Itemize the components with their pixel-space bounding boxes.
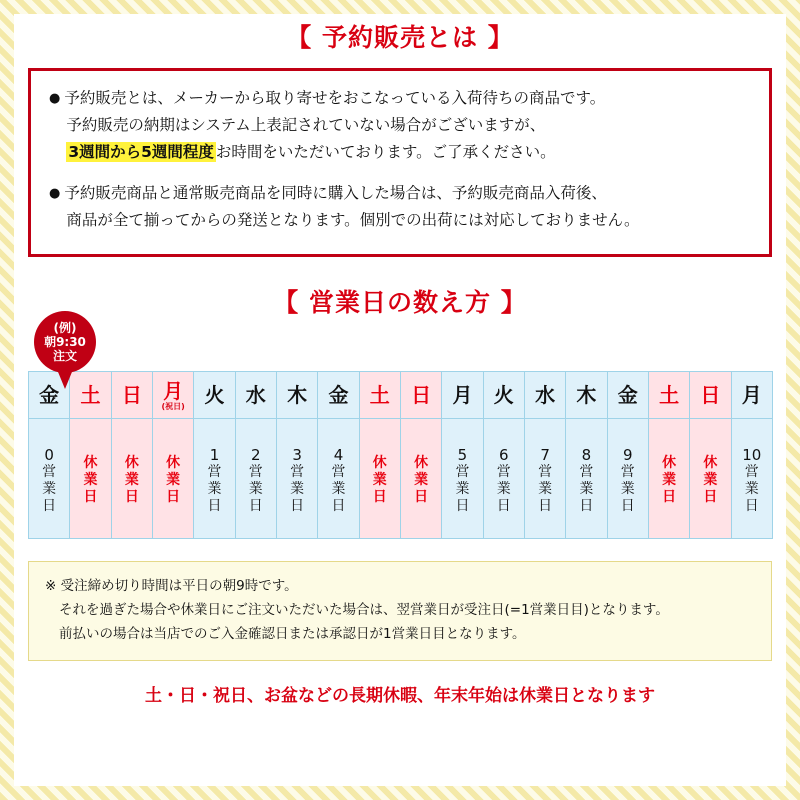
note-line: それを過ぎた場合や休業日にご注文いただいた場合は、翌営業日が受注日(=1営業日目)となります。 <box>59 602 669 618</box>
calendar-day-holiday-label: (祝日) <box>161 401 185 411</box>
calendar-day-header <box>112 371 152 419</box>
calendar-day-header <box>484 371 524 419</box>
calendar-day-count <box>29 419 69 539</box>
calendar-day-unit-char: 営 <box>579 463 594 480</box>
calendar-day-column <box>112 371 153 539</box>
calendar-day-unit-char: 日 <box>538 497 553 514</box>
calendar-day-count <box>153 419 193 539</box>
calendar-day-name: 月 <box>741 383 762 407</box>
calendar-day-count <box>608 419 648 539</box>
calendar-day-unit-char: 営 <box>455 463 470 480</box>
calendar-day-count <box>732 419 772 539</box>
calendar-day-unit-char: 業 <box>83 472 98 488</box>
calendar-day-unit-char: 営 <box>290 463 305 480</box>
calendar-day-column <box>318 371 359 539</box>
calendar-day-unit-char: 日 <box>331 497 346 514</box>
calendar-day-column <box>153 371 194 539</box>
reservation-bullet-2 <box>49 180 751 234</box>
calendar-day-count <box>649 419 689 539</box>
calendar-day-name: 金 <box>617 383 638 407</box>
closed-days-footer: 土・日・祝日、お盆などの長期休暇、年末年始は休業日となります <box>145 686 655 706</box>
calendar-day-header <box>566 371 606 419</box>
calendar-day-unit-char: 営 <box>620 463 635 480</box>
order-deadline-notes <box>28 561 772 661</box>
calendar-day-unit-char: 休 <box>124 455 139 471</box>
calendar-day-count <box>194 419 234 539</box>
calendar-day-name: 土 <box>80 383 101 407</box>
calendar-day-column <box>194 371 235 539</box>
calendar-day-unit-char: 日 <box>124 489 139 505</box>
calendar-day-count-number: 1 <box>209 445 220 464</box>
calendar-day-header <box>318 371 358 419</box>
calendar-day-unit-char: 営 <box>331 463 346 480</box>
calendar-day-unit-char: 業 <box>744 480 759 497</box>
calendar-day-unit-char: 業 <box>579 480 594 497</box>
calendar-day-count-number: 5 <box>457 445 468 464</box>
calendar-day-name: 火 <box>493 383 514 407</box>
calendar-day-unit-char: 業 <box>42 480 57 497</box>
calendar-day-unit-char: 業 <box>207 480 222 497</box>
calendar-day-name: 水 <box>245 383 266 407</box>
example-bubble-line: (例) <box>53 321 77 335</box>
calendar-day-unit-char: 休 <box>372 455 387 471</box>
calendar-day-header <box>153 371 193 419</box>
reservation-line: 予約販売とは、メーカーから取り寄せをおこなっている入荷待ちの商品です。 <box>64 89 606 107</box>
calendar-day-name: 木 <box>576 383 597 407</box>
calendar-day-name: 月 <box>452 383 473 407</box>
calendar-day-column <box>690 371 731 539</box>
calendar-day-unit-char: 営 <box>538 463 553 480</box>
calendar-day-unit-char: 業 <box>538 480 553 497</box>
calendar-day-unit-char: 営 <box>248 463 263 480</box>
calendar-day-unit-char: 業 <box>124 472 139 488</box>
calendar-day-unit-char: 日 <box>83 489 98 505</box>
calendar-day-count-number: 6 <box>499 445 509 464</box>
calendar-day-count <box>484 419 524 539</box>
calendar-day-name: 金 <box>39 383 60 407</box>
calendar-day-column <box>29 371 70 539</box>
calendar-day-column <box>649 371 690 539</box>
calendar-day-column <box>566 371 607 539</box>
calendar-day-unit-char: 営 <box>207 463 222 480</box>
calendar-day-unit-char: 休 <box>83 455 98 471</box>
calendar-day-name: 水 <box>535 383 556 407</box>
calendar-day-column <box>277 371 318 539</box>
calendar-day-unit-char: 日 <box>744 497 759 514</box>
calendar-day-unit-char: 日 <box>166 489 181 505</box>
calendar-day-count-number: 8 <box>581 445 592 464</box>
calendar-day-count <box>236 419 276 539</box>
calendar-day-unit-char: 業 <box>455 480 470 497</box>
page-title-reservation: 【 予約販売とは 】 <box>286 23 514 52</box>
calendar-day-header <box>194 371 234 419</box>
calendar-day-count <box>360 419 400 539</box>
page-title-business-days: 【 営業日の数え方 】 <box>273 288 527 317</box>
calendar-day-count-number: 10 <box>742 445 762 464</box>
calendar-day-column <box>70 371 111 539</box>
reservation-line: 予約販売の納期はシステム上表記されていない場合がございますが、 <box>66 116 546 134</box>
calendar-day-unit-char: 営 <box>496 463 511 480</box>
calendar-day-header <box>401 371 441 419</box>
reservation-info-box <box>28 68 772 257</box>
calendar-day-unit-char: 休 <box>703 455 718 471</box>
calendar-day-count <box>112 419 152 539</box>
calendar-day-count-number: 9 <box>622 445 633 464</box>
calendar-day-column <box>236 371 277 539</box>
reservation-line-tail: お時間をいただいております。ご了承ください。 <box>215 143 556 161</box>
calendar-day-unit-char: 日 <box>42 497 57 514</box>
calendar-day-count <box>566 419 606 539</box>
calendar-day-header <box>360 371 400 419</box>
calendar-day-unit-char: 日 <box>455 497 470 514</box>
calendar-day-unit-char: 日 <box>290 497 305 514</box>
reservation-line: 商品が全て揃ってからの発送となります。個別での出荷には対応しておりません。 <box>66 211 640 229</box>
calendar-day-unit-char: 業 <box>290 480 305 497</box>
calendar-day-unit-char: 業 <box>496 480 511 497</box>
reservation-line: 予約販売商品と通常販売商品を同時に購入した場合は、予約販売商品入荷後、 <box>64 184 607 202</box>
calendar-day-column <box>442 371 483 539</box>
calendar-day-unit-char: 休 <box>166 455 181 471</box>
calendar-day-unit-char: 営 <box>42 463 57 480</box>
calendar-day-count <box>442 419 482 539</box>
calendar-day-unit-char: 業 <box>662 472 677 488</box>
calendar-day-name: 木 <box>287 383 308 407</box>
calendar-day-count <box>277 419 317 539</box>
calendar-day-unit-char: 業 <box>248 480 263 497</box>
calendar-day-name: 日 <box>411 383 432 407</box>
calendar-day-header <box>649 371 689 419</box>
calendar-day-unit-char: 日 <box>496 497 511 514</box>
calendar-day-count-number: 2 <box>251 445 261 464</box>
calendar-day-unit-char: 業 <box>703 472 718 488</box>
bullet-dot-icon: ● <box>49 186 61 201</box>
calendar-day-column <box>401 371 442 539</box>
calendar-day-count-number: 0 <box>44 445 54 464</box>
calendar-day-column <box>732 371 773 539</box>
calendar-day-unit-char: 業 <box>166 472 181 488</box>
note-line: ※ 受注締め切り時間は平日の朝9時です。 <box>45 578 298 594</box>
calendar-day-name: 日 <box>700 383 721 407</box>
calendar-day-header <box>236 371 276 419</box>
calendar-day-count <box>401 419 441 539</box>
calendar-day-name: 日 <box>121 383 142 407</box>
calendar-day-unit-char: 休 <box>414 455 429 471</box>
example-bubble-line: 朝9:30 <box>44 335 86 349</box>
calendar-day-unit-char: 日 <box>703 489 718 505</box>
calendar-day-count <box>318 419 358 539</box>
calendar-day-count <box>70 419 110 539</box>
calendar-strip <box>28 371 773 539</box>
calendar-day-count-number: 3 <box>292 445 302 464</box>
calendar-day-header <box>608 371 648 419</box>
calendar-day-header <box>732 371 772 419</box>
business-day-calendar-section <box>28 321 772 706</box>
calendar-day-unit-char: 日 <box>579 497 594 514</box>
calendar-day-unit-char: 業 <box>372 472 387 488</box>
calendar-day-unit-char: 日 <box>414 489 429 505</box>
calendar-day-column <box>525 371 566 539</box>
calendar-day-count-number: 7 <box>540 445 550 464</box>
calendar-day-name: 月 <box>163 378 184 403</box>
calendar-day-count-number: 4 <box>333 445 344 464</box>
calendar-day-unit-char: 日 <box>620 497 635 514</box>
calendar-day-name: 土 <box>369 383 390 407</box>
bubble-pointer-icon <box>56 367 74 389</box>
example-order-bubble <box>34 311 96 373</box>
example-bubble-line: 注文 <box>52 349 77 363</box>
calendar-day-header <box>277 371 317 419</box>
calendar-day-column <box>608 371 649 539</box>
calendar-day-unit-char: 日 <box>207 497 222 514</box>
calendar-day-unit-char: 業 <box>331 480 346 497</box>
calendar-day-unit-char: 業 <box>620 480 635 497</box>
calendar-day-header <box>690 371 730 419</box>
calendar-day-column <box>360 371 401 539</box>
note-line: 前払いの場合は当店でのご入金確認日または承認日が1営業日目となります。 <box>59 626 526 642</box>
calendar-day-count <box>525 419 565 539</box>
calendar-day-column <box>484 371 525 539</box>
lead-time-highlight: 3週間から5週間程度 <box>68 143 214 161</box>
calendar-day-unit-char: 日 <box>662 489 677 505</box>
calendar-day-header <box>525 371 565 419</box>
calendar-day-name: 土 <box>659 383 680 407</box>
calendar-day-unit-char: 業 <box>414 472 429 488</box>
calendar-day-unit-char: 日 <box>248 497 263 514</box>
reservation-line-highlighted <box>64 139 751 166</box>
calendar-day-unit-char: 休 <box>662 455 677 471</box>
calendar-day-header <box>70 371 110 419</box>
calendar-day-unit-char: 営 <box>744 463 759 480</box>
calendar-day-name: 火 <box>204 383 225 407</box>
calendar-day-unit-char: 日 <box>372 489 387 505</box>
calendar-day-name: 金 <box>328 383 349 407</box>
calendar-day-count <box>690 419 730 539</box>
calendar-day-header <box>442 371 482 419</box>
bullet-dot-icon: ● <box>49 91 61 106</box>
reservation-bullet-1 <box>49 85 751 166</box>
